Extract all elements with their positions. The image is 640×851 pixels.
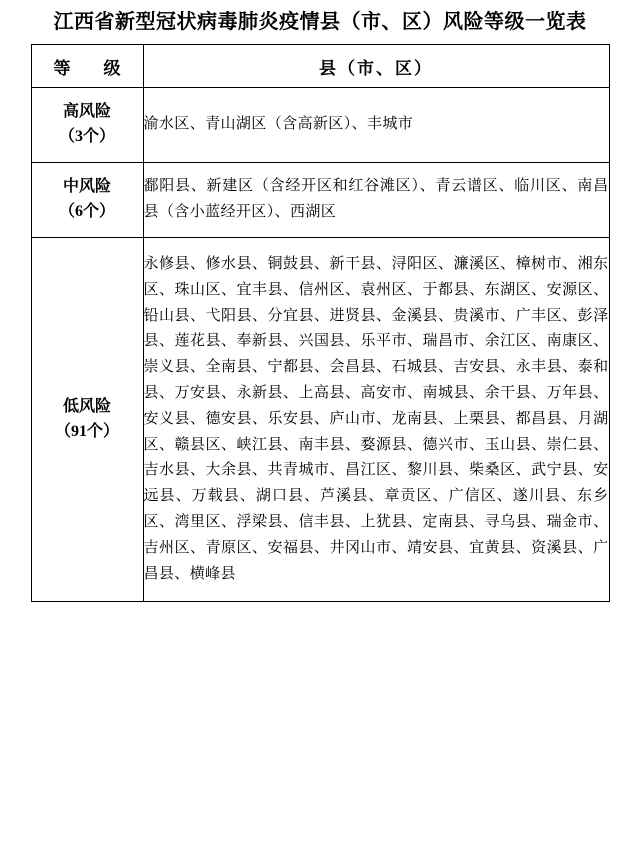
page-title: 江西省新型冠状病毒肺炎疫情县（市、区）风险等级一览表 bbox=[53, 11, 587, 33]
risk-level-count: （91个） bbox=[54, 422, 119, 440]
table-header-row bbox=[31, 45, 609, 88]
risk-level-name: 高风险 bbox=[62, 103, 111, 121]
risk-area-list-low: 永修县、修水县、铜鼓县、新干县、浔阳区、濂溪区、樟树市、湘东区、珠山区、宜丰县、信州区、袁州区、于都县、东湖区、安源区、铅山县、弋阳县、分宜县、进贤县、金溪县、贵溪市、广丰区、彭泽县、莲花县、奉新县、兴国县、乐平市、瑞昌市、余江区、南康区、崇义县、全南县、宁都县、会昌县、石城县、吉安县、永丰县、泰和县、万安县、永新县、上高县、高安市、南城县、余干县、万年县、安义县、德安县、乐安县、庐山市、龙南县、上栗县、都昌县、月湖区、赣县区、峡江县、南丰县、婺源县、德兴市、玉山县、崇仁县、吉水县、大余县、共青城市、昌江区、黎川县、柴桑区、武宁县、安远县、万载县、湖口县、芦溪县、章贡区、广信区、遂川县、东乡区、湾里区、浮梁县、信丰县、上犹县、定南县、寻乌县、瑞金市、吉州区、青原区、安福县、井冈山市、靖安县、宜黄县、资溪县、广昌县、横峰县 bbox=[143, 238, 609, 602]
column-header-level: 等 级 bbox=[31, 45, 143, 88]
risk-level-name: 中风险 bbox=[62, 178, 111, 196]
risk-level-name: 低风险 bbox=[62, 397, 111, 415]
risk-level-low bbox=[31, 238, 143, 602]
risk-level-count: （3个） bbox=[58, 128, 115, 145]
table-row bbox=[31, 88, 609, 163]
table-row bbox=[31, 163, 609, 238]
risk-area-list-medium: 鄱阳县、新建区（含经开区和红谷滩区）、青云谱区、临川区、南昌县（含小蓝经开区）、西湖区 bbox=[143, 163, 609, 238]
column-header-area: 县（市、区） bbox=[143, 45, 609, 88]
table-row bbox=[31, 238, 609, 602]
risk-level-count: （6个） bbox=[58, 203, 115, 220]
risk-level-table bbox=[31, 44, 610, 602]
risk-level-medium bbox=[31, 163, 143, 238]
risk-area-list-high: 渝水区、青山湖区（含高新区）、丰城市 bbox=[143, 88, 609, 163]
risk-level-high bbox=[31, 88, 143, 163]
